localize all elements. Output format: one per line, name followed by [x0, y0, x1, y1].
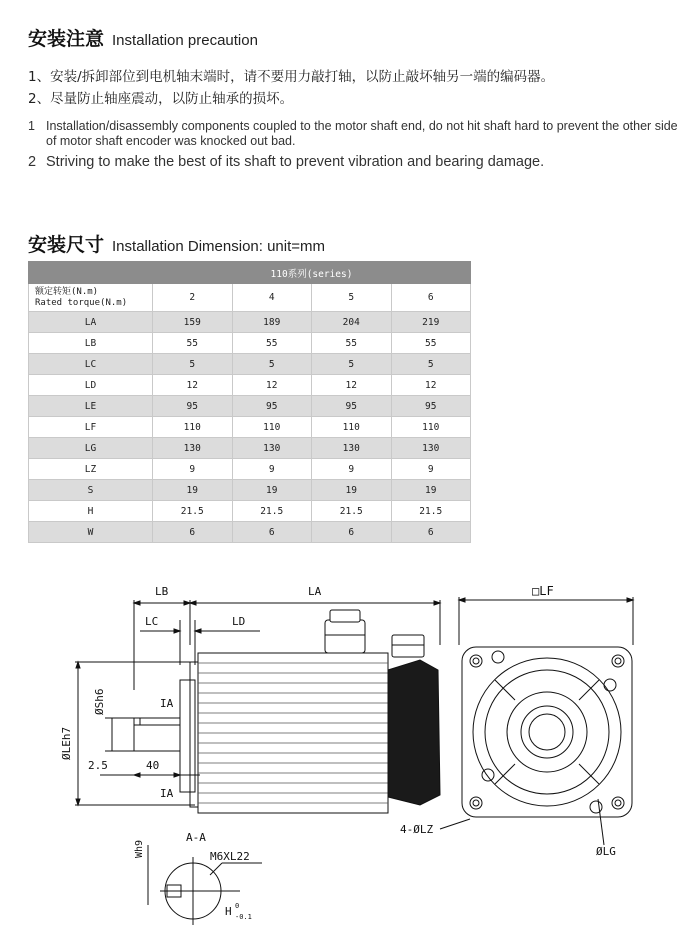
dimension-value: 95	[312, 396, 392, 417]
dimension-value: 6	[153, 522, 233, 543]
dimension-rows	[29, 312, 471, 543]
dimension-value: 19	[232, 480, 312, 501]
dim-25-label: 2.5	[88, 759, 108, 772]
flange-dia-label: ØLEh7	[60, 726, 73, 760]
dimension-value: 110	[312, 417, 392, 438]
dimension-value: 12	[153, 375, 233, 396]
dimension-value: 19	[153, 480, 233, 501]
dimension-label: S	[29, 480, 153, 501]
table-row	[29, 375, 471, 396]
dimension-value: 110	[391, 417, 471, 438]
dimension-title-zh: 安装尺寸	[28, 234, 105, 256]
dimension-value: 21.5	[232, 501, 312, 522]
dimension-label: LD	[29, 375, 153, 396]
dimension-value: 5	[312, 354, 392, 375]
precaution-item-en	[28, 153, 688, 171]
precaution-list-zh	[28, 66, 554, 110]
table-row	[29, 333, 471, 354]
ld-label: LD	[232, 615, 246, 628]
dimension-value: 130	[153, 438, 233, 459]
precaution-item-zh: 2、尽量防止轴座震动，以防止轴承的损坏。	[28, 91, 294, 107]
precaution-item-text: Installation/disassembly components coupled to the motor shaft end, do not hit shaft hard to prevent the other side of motor shaft encoder was knocked out bad.	[46, 119, 678, 148]
section-mark-bottom: IA	[160, 787, 174, 800]
section-title: A-A	[186, 831, 206, 844]
dimension-table	[28, 261, 471, 543]
lb-label: LB	[155, 585, 169, 598]
table-row	[29, 312, 471, 333]
dimension-value: 21.5	[153, 501, 233, 522]
dimension-value: 9	[153, 459, 233, 480]
dimension-label: LZ	[29, 459, 153, 480]
dimension-value: 6	[232, 522, 312, 543]
dimension-value: 110	[153, 417, 233, 438]
dimension-label: H	[29, 501, 153, 522]
motor-drawing	[0, 575, 700, 946]
h-tol-lower: -0.1	[235, 913, 252, 921]
series-header: 110系列(series)	[153, 262, 471, 284]
dimension-value: 21.5	[312, 501, 392, 522]
dimension-label: W	[29, 522, 153, 543]
dimension-label: LE	[29, 396, 153, 417]
lc-label: LC	[145, 615, 159, 628]
dimension-value: 189	[232, 312, 312, 333]
dimension-value: 159	[153, 312, 233, 333]
lg-label: ØLG	[596, 845, 616, 858]
torque-label	[29, 284, 153, 312]
precaution-item-number: 1	[28, 119, 35, 133]
dimension-value: 130	[232, 438, 312, 459]
dim-40-label: 40	[146, 759, 160, 772]
table-header-blank	[29, 262, 153, 284]
dimension-value: 55	[391, 333, 471, 354]
dimension-value: 219	[391, 312, 471, 333]
torque-value: 5	[312, 284, 392, 312]
dimension-value: 5	[153, 354, 233, 375]
dimension-value: 110	[232, 417, 312, 438]
holes-label: 4-ØLZ	[400, 823, 434, 836]
lf-label: □LF	[532, 584, 554, 598]
precaution-title	[28, 24, 258, 51]
dimension-label: LA	[29, 312, 153, 333]
dimension-value: 12	[312, 375, 392, 396]
precaution-item-zh: 1、安装/拆卸部位到电机轴末端时，请不要用力敲打轴，以防止敲坏轴另一端的编码器。	[28, 69, 555, 85]
dimension-value: 95	[232, 396, 312, 417]
dimension-value: 55	[153, 333, 233, 354]
dimension-value: 6	[312, 522, 392, 543]
precaution-list-en	[28, 119, 688, 171]
torque-label-zh: 额定转矩(N.m)	[35, 286, 99, 297]
dimension-value: 5	[232, 354, 312, 375]
precaution-item-en	[28, 119, 688, 149]
dimension-value: 204	[312, 312, 392, 333]
table-row	[29, 459, 471, 480]
table-row	[29, 480, 471, 501]
dimension-value: 19	[391, 480, 471, 501]
torque-label-en: Rated torque(N.m)	[35, 297, 128, 308]
dimension-value: 12	[391, 375, 471, 396]
h-tol-label: H	[225, 905, 232, 918]
dimension-value: 6	[391, 522, 471, 543]
dimension-value: 21.5	[391, 501, 471, 522]
dimension-label: LF	[29, 417, 153, 438]
precaution-title-zh: 安装注意	[28, 28, 105, 50]
dimension-value: 55	[312, 333, 392, 354]
precaution-title-en: Installation precaution	[112, 32, 258, 49]
dimension-value: 12	[232, 375, 312, 396]
dimension-value: 130	[391, 438, 471, 459]
table-header-row	[29, 262, 471, 284]
dimension-value: 19	[312, 480, 392, 501]
dimension-value: 9	[232, 459, 312, 480]
la-label: LA	[308, 585, 322, 598]
dimension-value: 130	[312, 438, 392, 459]
precaution-item-number: 2	[28, 154, 37, 170]
table-row	[29, 354, 471, 375]
dimension-value: 5	[391, 354, 471, 375]
dimension-label: LG	[29, 438, 153, 459]
h-tol-upper: 0	[235, 902, 240, 910]
torque-value: 4	[232, 284, 312, 312]
dimension-value: 9	[312, 459, 392, 480]
dimension-value: 9	[391, 459, 471, 480]
dimension-label: LB	[29, 333, 153, 354]
dimension-label: LC	[29, 354, 153, 375]
table-row	[29, 396, 471, 417]
table-row	[29, 501, 471, 522]
table-row	[29, 417, 471, 438]
precaution-item-text: Striving to make the best of its shaft to prevent vibration and bearing damage.	[46, 154, 545, 170]
section-mark-top: IA	[160, 697, 174, 710]
torque-value: 6	[391, 284, 471, 312]
dimension-value: 55	[232, 333, 312, 354]
torque-row	[29, 284, 471, 312]
dimension-value: 95	[391, 396, 471, 417]
table-row	[29, 522, 471, 543]
dimension-value: 95	[153, 396, 233, 417]
thread-label: M6XL22	[210, 850, 250, 863]
dimension-title-en: Installation Dimension: unit=mm	[112, 238, 326, 255]
keyway-label: Wh9	[134, 839, 145, 858]
table-row	[29, 438, 471, 459]
dimension-title	[28, 230, 325, 257]
shaft-dia-label: ØSh6	[93, 688, 106, 715]
torque-value: 2	[153, 284, 233, 312]
